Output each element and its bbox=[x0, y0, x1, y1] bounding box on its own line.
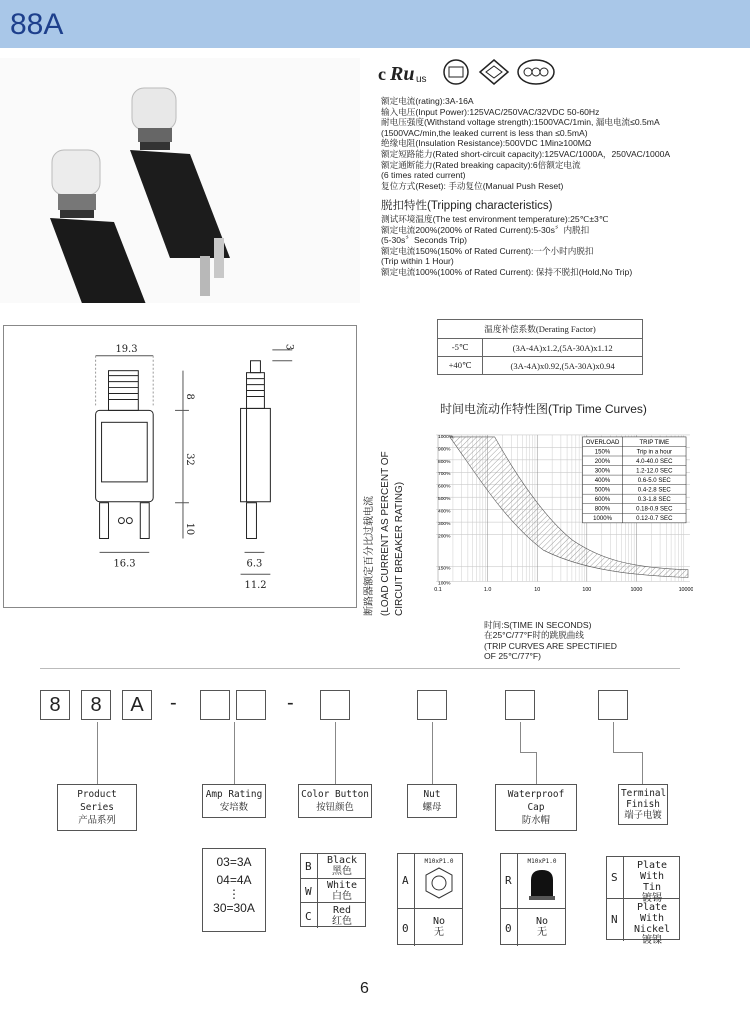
derating-temp: -5℃ bbox=[438, 339, 483, 357]
label-waterproof-cap: Waterproof Cap 防水帽 bbox=[495, 784, 577, 831]
terminal-code: S bbox=[611, 871, 618, 884]
curve-title: 时间电流动作特性图(Trip Time Curves) bbox=[440, 402, 647, 416]
dimension-drawing bbox=[3, 325, 357, 608]
table-cell: 0.3-1.8 SEC bbox=[637, 497, 671, 504]
cap-code: 0 bbox=[505, 922, 512, 935]
label-product-series: Product Series 产品系列 bbox=[57, 784, 137, 831]
x-tick-label: 10000 bbox=[678, 587, 693, 594]
dim-width-bottom: 16.3 bbox=[113, 558, 136, 570]
connector-line bbox=[613, 752, 642, 753]
connector-line bbox=[234, 722, 235, 784]
tripping-heading: 脱扣特性(Tripping characteristics) bbox=[381, 200, 553, 213]
spec-line: 额定短路能力(Rated short-circuit capacity):125VAC/1000A，250VAC/1000A bbox=[381, 148, 671, 159]
label-terminal-finish: Terminal Finish 端子电镀 bbox=[618, 784, 668, 825]
cul-logo bbox=[378, 63, 427, 85]
trip-line: 额定电流100%(100% of Rated Current): 保持不脱扣(Hold,No Trip) bbox=[381, 266, 633, 277]
trip-line: (Trip within 1 Hour) bbox=[381, 256, 454, 267]
label-nut: Nut 螺母 bbox=[407, 784, 457, 818]
table-cell: 4.0-40.0 SEC bbox=[636, 458, 673, 465]
x-tick-label: 0.1 bbox=[434, 587, 442, 594]
trip-curve-chart bbox=[433, 433, 693, 599]
table-cell: 600% bbox=[594, 497, 611, 504]
dim-nut-height: 8 bbox=[183, 393, 195, 400]
spec-line: 复位方式(Reset): 手动复位(Manual Push Reset) bbox=[381, 180, 564, 191]
y-label-cn: 断路器额定百分比过载电流 bbox=[364, 496, 375, 616]
x-tick-label: 100 bbox=[582, 587, 592, 594]
table-cell: 400% bbox=[594, 477, 611, 484]
code-dash: - bbox=[170, 692, 177, 714]
color-options: B Black 黑色 W White 白色 C Red 红色 bbox=[300, 853, 366, 927]
y-tick-label: 100% bbox=[438, 581, 451, 587]
table-cell: Trip in a hour bbox=[636, 449, 673, 456]
certification-logos bbox=[376, 58, 576, 88]
y-label-en-2: CIRCUIT BREAKER RATING) bbox=[394, 481, 405, 616]
y-tick-label: 600% bbox=[438, 484, 451, 490]
cap-code: R bbox=[505, 874, 512, 887]
curve-y-axis-label bbox=[360, 420, 420, 620]
connector-line bbox=[97, 722, 98, 784]
section-divider bbox=[40, 668, 680, 669]
connector-line bbox=[536, 752, 537, 784]
y-tick-label: 500% bbox=[438, 497, 451, 503]
connector-line bbox=[335, 722, 336, 784]
derating-title: 温度补偿系数(Derating Factor) bbox=[438, 320, 643, 339]
derating-table bbox=[437, 319, 643, 375]
y-label-en-1: (LOAD CURRENT AS PERCENT OF bbox=[380, 451, 391, 616]
page-title: 88A bbox=[10, 8, 64, 41]
y-tick-label: 900% bbox=[438, 447, 451, 453]
table-cell: 0.4-2.8 SEC bbox=[637, 487, 671, 494]
nut-code: 0 bbox=[402, 922, 409, 935]
side-view bbox=[241, 350, 293, 574]
code-slot-amp-2 bbox=[236, 690, 266, 720]
curve-note: 在25°C/77°F时的跳脱曲线 bbox=[484, 630, 584, 641]
label-color-button: Color Button 按钮颜色 bbox=[298, 784, 372, 818]
code-dash: - bbox=[287, 692, 294, 714]
dim-terminal-width: 6.3 bbox=[246, 558, 263, 570]
spec-line: 耐电压强度(Withstand voltage strength):1500VAC/1min, 漏电电流≤0.5mA bbox=[381, 117, 660, 128]
product-photo bbox=[0, 58, 360, 303]
connector-line bbox=[520, 752, 536, 753]
connector-line bbox=[432, 722, 433, 784]
curve-notes bbox=[484, 620, 617, 662]
svg-text:c: c bbox=[378, 64, 386, 84]
dim-width-top: 19.3 bbox=[115, 343, 138, 355]
svg-text:Ru: Ru bbox=[390, 63, 415, 85]
table-cell: 0.12-0.7 SEC bbox=[636, 516, 673, 523]
trip-line: 额定电流150%(150% of Rated Current):一个小时内脱扣 bbox=[381, 245, 594, 256]
nut-code: A bbox=[402, 874, 409, 887]
y-tick-label: 800% bbox=[438, 459, 451, 465]
nut-hex-icon bbox=[422, 866, 456, 900]
table-cell: 1.2-12.0 SEC bbox=[636, 468, 673, 475]
terminal-options: S Plate With Tin 镀锡 N Plate With Nickel 镀镍 bbox=[606, 856, 680, 940]
dim-terminal-height: 10 bbox=[183, 522, 195, 536]
nut-options: A M10xP1.0 0 No 无 bbox=[397, 853, 463, 945]
dim-body-width: 11.2 bbox=[244, 580, 267, 592]
code-slot-amp-1 bbox=[200, 690, 230, 720]
terminal-code: N bbox=[611, 913, 618, 926]
code-char-1: 8 bbox=[40, 690, 70, 720]
x-tick-labels bbox=[434, 587, 693, 593]
derating-value: (3A-4A)x1.2,(5A-30A)x1.12 bbox=[483, 339, 643, 357]
spec-line: (1500VAC/min,the leaked current is less than ≤0.5mA) bbox=[381, 127, 588, 138]
table-cell: 1000% bbox=[593, 516, 612, 523]
amp-option: 04=4A bbox=[216, 873, 252, 887]
y-tick-label: 700% bbox=[438, 472, 451, 478]
cap-options: R M10xP1.0 0 No 无 bbox=[500, 853, 566, 945]
y-tick-label: 300% bbox=[438, 522, 451, 528]
page-header bbox=[0, 0, 750, 48]
code-slot-cap bbox=[505, 690, 535, 720]
spec-line: 额定电流(rating):3A-16A bbox=[381, 96, 474, 106]
curve-note: 时间:S(TIME IN SECONDS) bbox=[484, 620, 592, 630]
amp-option: 03=3A bbox=[216, 855, 252, 869]
specifications bbox=[381, 96, 741, 278]
label-amp-rating: Amp Rating 安培数 bbox=[202, 784, 266, 818]
connector-line bbox=[613, 722, 614, 752]
trip-line: 额定电流200%(200% of Rated Current):5-30s〞内脱扣 bbox=[381, 224, 590, 235]
overload-table bbox=[583, 437, 687, 523]
tuv-logo bbox=[444, 60, 468, 84]
curve-note: OF 25℃/77°F) bbox=[484, 651, 542, 662]
table-cell: 150% bbox=[594, 449, 611, 456]
spec-line: 额定通断能力(Rated breaking capacity):6倍额定电流 bbox=[381, 159, 581, 170]
dim-button-height: 3 bbox=[283, 343, 295, 351]
y-tick-label: 150% bbox=[438, 566, 451, 572]
color-code: W bbox=[305, 885, 312, 898]
table-cell: 800% bbox=[594, 506, 611, 513]
x-tick-label: 10 bbox=[534, 587, 541, 594]
page-number: 6 bbox=[360, 980, 369, 997]
x-tick-label: 1.0 bbox=[483, 587, 492, 594]
color-code: B bbox=[305, 860, 312, 873]
code-char-3: A bbox=[122, 690, 152, 720]
spec-line: 输入电压(Input Power):125VAC/250VAC/32VDC 50-60Hz bbox=[381, 106, 600, 117]
amp-options bbox=[202, 848, 266, 932]
table-cell: 200% bbox=[594, 458, 611, 465]
trip-line: (5-30s〞Seconds Trip) bbox=[381, 235, 467, 246]
y-tick-labels bbox=[438, 434, 454, 586]
code-slot-terminal bbox=[598, 690, 628, 720]
vde-logo bbox=[480, 60, 508, 84]
table-cell: 0.6-5.0 SEC bbox=[637, 477, 671, 484]
waterproof-cap-icon bbox=[527, 868, 557, 902]
table-header-cell: OVERLOAD bbox=[585, 439, 620, 446]
table-cell: 300% bbox=[594, 468, 611, 475]
trip-line: 测试环境温度(The test environment temperature):25℃±3℃ bbox=[381, 213, 609, 224]
spec-line: 绝缘电阻(Insulation Resistance):500VDC 1Min≥100MΩ bbox=[381, 138, 592, 149]
connector-line bbox=[520, 722, 521, 752]
code-char-2: 8 bbox=[81, 690, 111, 720]
table-cell: 0.18-0.9 SEC bbox=[636, 506, 673, 513]
code-slot-nut bbox=[417, 690, 447, 720]
curve-note: (TRIP CURVES ARE SPECTIFIED bbox=[484, 640, 617, 651]
connector-line bbox=[642, 752, 643, 784]
dim-body-height: 32 bbox=[183, 453, 195, 466]
front-view bbox=[96, 356, 189, 553]
code-slot-color bbox=[320, 690, 350, 720]
amp-option: 30=30A bbox=[213, 901, 255, 915]
derating-temp: +40℃ bbox=[438, 357, 483, 375]
color-code: C bbox=[305, 910, 312, 923]
table-header-cell: TRIP TIME bbox=[639, 439, 670, 446]
y-tick-label: 200% bbox=[438, 534, 451, 540]
ccc-logo bbox=[518, 60, 554, 84]
spec-line: (6 times rated current) bbox=[381, 170, 466, 181]
amp-option: ⋮ bbox=[228, 887, 240, 901]
table-cell: 500% bbox=[594, 487, 611, 494]
y-tick-label: 1000% bbox=[438, 434, 454, 440]
svg-text:us: us bbox=[416, 74, 427, 85]
y-tick-label: 400% bbox=[438, 509, 451, 515]
x-tick-label: 1000 bbox=[630, 587, 643, 594]
breaker-back bbox=[130, 88, 230, 296]
derating-value: (3A-4A)x0.92,(5A-30A)x0.94 bbox=[483, 357, 643, 375]
